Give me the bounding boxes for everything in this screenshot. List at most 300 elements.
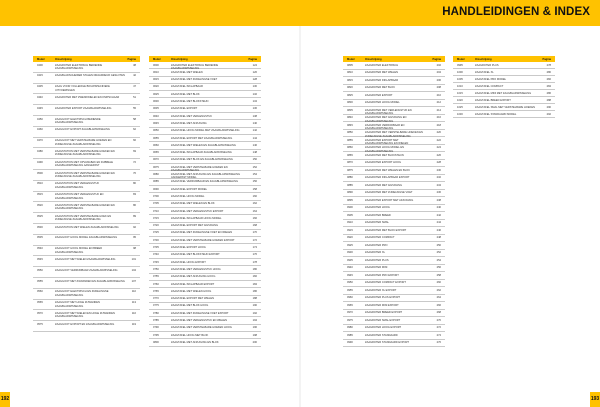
table-row	[33, 127, 140, 138]
table-row	[149, 164, 261, 171]
row-model-code: 1015	[457, 91, 463, 95]
table-row	[453, 69, 555, 76]
row-page-number: 208	[436, 86, 441, 90]
row-description: ZAAGROTER XL	[365, 251, 386, 255]
table-row	[149, 201, 261, 208]
row-model-code: 0710	[153, 209, 159, 213]
table-row	[149, 113, 261, 120]
row-description: ZAAGSTATION MET VERSTELBARE HOEK EN ZIJDELINGSE ZAAGBLADWISSELING	[55, 214, 112, 222]
row-model-code: 0780	[153, 311, 159, 315]
row-description: ZAAGSTATION MET VERLENGSTUK ZAAGBLADWISSELING	[55, 182, 100, 189]
row-model-code: 0630	[153, 100, 159, 104]
table-row	[343, 220, 445, 228]
row-description: ZAAGTAFEL EXPORT MET AFZUIGING	[171, 224, 218, 228]
row-model-code: 0865	[347, 153, 353, 157]
column-header: Pagina	[542, 57, 551, 61]
row-description: ZAAGSTATION MET VERSTELBARE HOEKEN EN ZAAGBLADWISSELING	[55, 203, 115, 211]
row-description: ZAAGGOOT HOOG MODEL ZAAGBLADWISSELING	[55, 236, 118, 240]
row-description: ZAAGSTATION MET VERSTELBARE HOEKEN EN ZIJDELINGSE ZAAGBLADWISSELING	[55, 171, 115, 178]
row-description: ZAAGSTATION MET WIELEN ZAAGBLADWISSELING	[55, 225, 119, 229]
row-description: ZAAGTAFEL INKLAPBAAR ZAAGBLADWISSELING	[171, 151, 232, 155]
table-row	[149, 77, 261, 84]
row-model-code: 0870	[347, 161, 353, 165]
row-model-code: 0735	[153, 246, 159, 250]
row-model-code: 0745	[153, 260, 159, 264]
row-page-number: 113	[131, 301, 136, 305]
row-description: ZAAGROTER HOOG	[365, 206, 390, 210]
table-row	[33, 116, 140, 127]
table-row	[33, 138, 140, 149]
row-model-code: 0855	[347, 138, 353, 142]
row-model-code: 0560	[37, 290, 43, 294]
row-page-number: 254	[436, 258, 441, 262]
table-row	[343, 182, 445, 190]
row-page-number: 194	[252, 318, 257, 322]
row-model-code: 0400	[37, 63, 43, 67]
table-row	[33, 84, 140, 95]
table-row	[149, 106, 261, 113]
row-page-number: 278	[546, 63, 551, 67]
table-row	[453, 83, 555, 90]
row-description: ZAAGROTER STANDAARD EXPORT	[365, 341, 410, 345]
row-model-code: 0825	[347, 93, 353, 97]
row-page-number: 202	[436, 63, 441, 67]
row-page-number: 268	[436, 311, 441, 315]
table-row	[149, 186, 261, 193]
table-row	[343, 62, 445, 70]
row-page-number: 226	[436, 153, 441, 157]
row-description: ZAAGTAFEL MET VERLENGSTUK EXPORT	[171, 209, 224, 213]
row-description: ZAAGTAFEL XL	[475, 70, 494, 74]
table-row	[149, 120, 261, 127]
table-row	[149, 325, 261, 332]
row-page-number: 290	[546, 105, 551, 109]
header-bar	[0, 0, 600, 26]
row-page-number: 204	[436, 71, 441, 75]
row-description: ZAAGROTER MET VERSTELBARE HOEKEN EN ZIJDELINGSE ZAAGBLADWISSELING	[365, 131, 423, 138]
row-page-number: 130	[252, 85, 257, 89]
row-page-number: 244	[436, 221, 441, 225]
row-page-number: 188	[252, 297, 257, 301]
row-model-code: 0805	[347, 63, 353, 67]
row-description: ZAAGGOOT EXPORT ZAAGBLADWISSELING	[55, 128, 110, 132]
row-page-number: 210	[436, 93, 441, 97]
table-row	[343, 70, 445, 78]
row-page-number: 116	[131, 311, 136, 315]
row-page-number: 178	[252, 260, 257, 264]
row-description: ZAAGTAFEL MET BLOKSTEUN	[171, 100, 209, 104]
row-description: ZAAGTAFEL MET BLOKSTEUN EXPORT	[171, 253, 220, 257]
row-description: ZAAGTAFEL EXPORT MODEL	[171, 187, 208, 191]
row-model-code: 0575	[37, 322, 43, 326]
row-model-code: 0690	[153, 187, 159, 191]
row-description: ZAAGGOOT MET ZIJWANDEN EN ZAAGBLADWISSELING	[55, 279, 125, 283]
row-model-code: 0830	[347, 101, 353, 105]
row-model-code: 0510	[37, 182, 43, 186]
row-description: ZAAGTAFEL VERRIJDBAAR EN ZAAGBLADWISSELING	[171, 180, 239, 184]
row-description: ZAAGTAFEL MET AFZUIGING EN BLOK	[171, 340, 219, 344]
page-number-right: 193	[590, 392, 600, 407]
row-model-code: 0765	[153, 289, 159, 293]
table-row	[33, 213, 140, 224]
row-description: ZAAGROTER MET BLOK	[365, 86, 395, 90]
row-model-code: 0610	[153, 70, 159, 74]
column-header: Model	[153, 57, 161, 61]
row-page-number: 69	[133, 149, 136, 153]
row-page-number: 128	[252, 78, 257, 82]
row-model-code: 0515	[37, 193, 43, 197]
row-page-number: 142	[252, 129, 257, 133]
row-page-number: 248	[436, 236, 441, 240]
row-page-number: 212	[436, 101, 441, 105]
row-page-number: 55	[133, 106, 136, 110]
row-model-code: 0750	[153, 267, 159, 271]
row-page-number: 184	[252, 282, 257, 286]
row-model-code: 0500	[37, 171, 43, 175]
table-row	[343, 137, 445, 145]
row-model-code: 0950	[347, 281, 353, 285]
row-page-number: 280	[546, 70, 551, 74]
row-model-code: 1010	[457, 84, 463, 88]
row-page-number: 104	[131, 268, 136, 272]
row-model-code: 0635	[153, 107, 159, 111]
column-header: Omschrijving	[171, 57, 188, 61]
row-model-code: 0740	[153, 253, 159, 257]
row-page-number: 176	[252, 253, 257, 257]
row-model-code: 0840	[347, 116, 353, 120]
row-model-code: 0770	[153, 297, 159, 301]
table-row	[149, 339, 261, 346]
row-page-number: 107	[131, 279, 136, 283]
row-model-code: 0565	[37, 301, 43, 305]
table-row	[343, 167, 445, 175]
row-page-number: 166	[252, 216, 257, 220]
row-model-code: 0450	[37, 117, 43, 121]
table-row	[33, 246, 140, 257]
row-page-number: 140	[252, 121, 257, 125]
column-header: Pagina	[248, 57, 257, 61]
row-model-code: 1025	[457, 105, 463, 109]
row-page-number: 220	[436, 131, 441, 135]
row-description: ZAAGROTER HOOG MODEL EN ZAAGBLADWISSELING	[365, 146, 404, 153]
row-page-number: 172	[252, 238, 257, 242]
row-page-number: 160	[252, 194, 257, 198]
row-description: ZAAGGOOT ELEKTRISCH EN ZIJDELINGSE ZAAGBLADWISSELING	[55, 290, 109, 297]
table-row	[149, 208, 261, 215]
row-model-code: 1000	[457, 70, 463, 74]
row-model-code: 0640	[153, 114, 159, 118]
row-page-number: 132	[252, 92, 257, 96]
table-row	[33, 202, 140, 213]
column-header: Model	[347, 57, 355, 61]
row-page-number: 42	[133, 74, 136, 78]
row-page-number: 83	[133, 193, 136, 197]
column-header: Omschrijving	[475, 57, 492, 61]
row-page-number: 198	[252, 333, 257, 337]
row-model-code: 0810	[347, 71, 353, 75]
row-description: ZAAGROTER PLUS	[365, 258, 389, 262]
row-model-code: 0940	[347, 266, 353, 270]
index-table-2	[149, 56, 261, 347]
table-row	[149, 237, 261, 244]
table-row	[149, 193, 261, 200]
row-model-code: 0975	[347, 318, 353, 322]
row-model-code: 1005	[457, 77, 463, 81]
row-page-number: 228	[436, 161, 441, 165]
row-model-code: 0620	[153, 85, 159, 89]
table-row	[343, 77, 445, 85]
table-row	[33, 224, 140, 235]
table-row	[343, 115, 445, 123]
row-page-number: 162	[252, 202, 257, 206]
row-page-number: 232	[436, 176, 441, 180]
table-row	[149, 303, 261, 310]
table-row	[453, 62, 555, 69]
row-model-code: 0655	[153, 136, 159, 140]
row-model-code: 0970	[347, 311, 353, 315]
table-row	[343, 160, 445, 168]
row-description: ZAAGTAFEL MET VERLENGSTUK HOOG	[171, 267, 221, 271]
row-model-code: 1020	[457, 98, 463, 102]
row-page-number: 250	[436, 243, 441, 247]
row-page-number: 38	[133, 63, 136, 67]
row-page-number: 89	[133, 214, 136, 218]
row-model-code: 0600	[153, 63, 159, 67]
row-description: ZAAGTAFEL INKLAPBAAR HOOG MODEL	[171, 216, 222, 220]
table-row	[343, 310, 445, 318]
row-description: ZAAGROTER BREED EXPORT	[365, 311, 403, 315]
row-model-code: 0775	[153, 304, 159, 308]
index-table-1	[33, 56, 140, 332]
row-page-number: 170	[252, 231, 257, 235]
row-description: ZAAGROTER HOOG MODEL	[365, 101, 400, 105]
table-row	[149, 84, 261, 91]
row-description: ZAAGTAFEL MINI MET ZAAGBLADWISSELING	[475, 91, 532, 95]
row-description: ZAAGTAFEL MET VERSTELBARE HOEKEN EN ZAAGBLADWISSELING	[171, 165, 228, 173]
column-header: Pagina	[127, 57, 136, 61]
row-page-number: 138	[252, 114, 257, 118]
row-model-code: 0645	[153, 121, 159, 125]
row-model-code: 0550	[37, 268, 43, 272]
row-page-number: 47	[133, 85, 136, 89]
row-page-number: 264	[436, 296, 441, 300]
row-description: ZAAGSTATION MET OPVANGBAK EN DUBBELE ZAAGBLADWISSELING AANGEPAST	[55, 160, 114, 168]
row-description: ZAAG VOOR VOLLEDIGE BOUWSPECIFIEKE UITVOERINGEN	[55, 85, 110, 92]
row-page-number: 156	[252, 180, 257, 184]
table-row	[149, 128, 261, 135]
row-page-number: 158	[252, 187, 257, 191]
row-page-number: 168	[252, 224, 257, 228]
row-page-number: 292	[546, 112, 551, 116]
row-page-number: 258	[436, 273, 441, 277]
row-page-number: 282	[546, 77, 551, 81]
row-description: ZAAGROTER MET WIELEN	[365, 71, 398, 75]
row-description: ZAAGTAFEL MET AFZUIGING EN ZAAGBLADWISSELING AANGEPAST MODEL	[171, 173, 240, 180]
row-page-number: 246	[436, 228, 441, 232]
row-description: ZAAGROTER ELEKTRISCH	[365, 63, 399, 67]
row-page-number: 80	[133, 182, 136, 186]
row-page-number: 110	[131, 290, 136, 294]
table-row	[33, 94, 140, 105]
row-page-number: 126	[252, 70, 257, 74]
table-row	[343, 122, 445, 130]
index-table-3	[343, 56, 445, 347]
row-page-number: 222	[436, 138, 441, 142]
row-description: ZAAGROTER BREED	[365, 213, 391, 217]
table-row	[343, 152, 445, 160]
row-description: ZAAGTAFEL SMAL MET VERSTELBARE HOEKEN	[475, 105, 535, 109]
row-model-code: 0945	[347, 273, 353, 277]
row-description: ZAAGROTER SMAL	[365, 221, 389, 225]
table-row	[453, 76, 555, 83]
row-model-code: 0700	[153, 194, 159, 198]
row-page-number: 144	[252, 136, 257, 140]
row-model-code: 0845	[347, 123, 353, 127]
row-model-code: 0535	[37, 236, 43, 240]
row-page-number: 218	[436, 123, 441, 127]
row-page-number: 190	[252, 304, 257, 308]
spread-divider	[299, 26, 301, 407]
table-row	[453, 97, 555, 104]
row-description: ZAAGTAFEL MET WIELEN EN BLOK	[171, 202, 215, 206]
table-row	[343, 205, 445, 213]
table-row	[343, 287, 445, 295]
table-row	[343, 295, 445, 303]
row-model-code: 0670	[153, 158, 159, 162]
table-row	[149, 157, 261, 164]
row-model-code: 0715	[153, 216, 159, 220]
row-model-code: 0545	[37, 257, 43, 261]
row-model-code: 0480	[37, 149, 43, 153]
page-title: HANDLEIDINGEN & INDEX	[442, 6, 590, 18]
row-description: ZAAGROTER VERRIJDBAAR EN ZAAGBLADWISSELING	[365, 123, 405, 130]
row-page-number: 76	[133, 171, 136, 175]
row-page-number: 66	[133, 139, 136, 143]
table-row	[149, 215, 261, 222]
row-description: ZAAGSTATION MET VERLENGSTUK EN ZAAGBLADWISSELING	[55, 193, 104, 200]
row-model-code: 0660	[153, 143, 159, 147]
row-description: ZAAGTAFEL HOOG MET BLOK	[171, 333, 209, 337]
row-description: ZAAGTAFEL MET BLOK HOOG	[171, 304, 209, 308]
row-page-number: 238	[436, 198, 441, 202]
row-page-number: 92	[133, 225, 136, 229]
row-page-number: 182	[252, 275, 257, 279]
column-header: Omschrijving	[365, 57, 382, 61]
row-description: ZAAGROTER ELEKTRISCH BEDIENDE ZAAGBLADWISSELING	[55, 63, 103, 70]
row-description: ZAAGTAFEL INKLAPBAAR EXPORT	[171, 282, 215, 286]
row-description: ZAAGTAFEL EXPORT MET WIELEN	[171, 297, 214, 301]
row-description: ZAAGTAFEL EXPORT	[171, 107, 198, 111]
table-row	[33, 321, 140, 332]
table-row	[149, 69, 261, 76]
row-description: ZAAGROTER COMPACT EXPORT	[365, 281, 406, 285]
row-page-number: 260	[436, 281, 441, 285]
table-row	[149, 317, 261, 324]
table-row	[33, 62, 140, 73]
row-page-number: 236	[436, 191, 441, 195]
row-model-code: 0470	[37, 139, 43, 143]
table-row	[343, 92, 445, 100]
row-model-code: 0985	[347, 333, 353, 337]
row-page-number: 98	[133, 247, 136, 251]
table-row	[33, 278, 140, 289]
table-row	[149, 91, 261, 98]
row-model-code: 0905	[347, 213, 353, 217]
row-model-code: 0885	[347, 183, 353, 187]
row-description: ZAAGROTER INKLAPBAAR EXPORT	[365, 176, 410, 180]
row-model-code: 0555	[37, 279, 43, 283]
table-row	[33, 148, 140, 159]
row-model-code: 0440	[37, 95, 43, 99]
row-model-code: 0705	[153, 202, 159, 206]
row-page-number: 119	[131, 322, 136, 326]
table-row	[149, 274, 261, 281]
table-row	[149, 150, 261, 157]
row-model-code: 0965	[347, 303, 353, 307]
row-model-code: 0900	[347, 206, 353, 210]
table-row	[33, 300, 140, 311]
row-description: ZAAGROTER MINI	[365, 266, 388, 270]
row-page-number: 146	[252, 143, 257, 147]
row-description: ZAAGTAFEL HOOG EXPORT	[171, 260, 206, 264]
row-model-code: 0540	[37, 247, 43, 251]
row-description: ZAAGTAFEL EXPORT MET ZAAGBLADWISSELING	[171, 136, 233, 140]
row-description: ZAAGROTER MET ZIJDELINGSE VOET	[365, 191, 413, 195]
row-page-number: 274	[436, 333, 441, 337]
row-model-code: 0720	[153, 224, 159, 228]
table-row	[343, 145, 445, 153]
row-model-code: 0685	[153, 180, 159, 184]
row-page-number: 150	[252, 158, 257, 162]
row-page-number: 124	[252, 63, 257, 67]
row-model-code: 0415	[37, 74, 43, 78]
row-description: ZAAGGOOT MET WIELEN ZAAGBLADWISSELING	[55, 257, 116, 261]
row-page-number: 266	[436, 303, 441, 307]
table-row	[453, 104, 555, 111]
row-description: ZAAGGOOT EXPORT EN ZAAGBLADWISSELING	[55, 322, 115, 326]
row-model-code: 1030	[457, 112, 463, 116]
row-page-number: 230	[436, 168, 441, 172]
row-description: ZAAGROTER MET WIELEN EN BLOK	[365, 168, 410, 172]
row-model-code: 0755	[153, 275, 159, 279]
row-model-code: 0880	[347, 176, 353, 180]
row-description: ZAAGGOOT VERRIJDBAAR ZAAGBLADWISSELING	[55, 268, 118, 272]
table-row	[33, 192, 140, 203]
table-row	[33, 235, 140, 246]
row-description: ZAAGROTER SMAL EXPORT	[365, 318, 401, 322]
row-description: ZAAGROTER STANDAARD	[365, 333, 398, 337]
row-model-code: 0980	[347, 326, 353, 330]
table-row	[149, 230, 261, 237]
row-description: ZAAGROTER MET VERLENGSTUK EN ZAAGBLADWISSELING	[365, 108, 412, 115]
row-model-code: 0795	[153, 333, 159, 337]
table-row	[33, 73, 140, 84]
table-row	[149, 332, 261, 339]
row-page-number: 272	[436, 326, 441, 330]
column-header: Omschrijving	[55, 57, 72, 61]
row-page-number: 270	[436, 318, 441, 322]
table-row	[453, 90, 555, 97]
table-row	[149, 259, 261, 266]
row-description: ZAAGSTATION MET VERSTELBARE HOEKEN EN ZIJDELINGSE ZAAGBLADWISSELING	[55, 149, 115, 157]
row-model-code: 0820	[347, 86, 353, 90]
row-model-code: 0910	[347, 221, 353, 225]
row-model-code: 0955	[347, 288, 353, 292]
column-header: Pagina	[432, 57, 441, 61]
row-page-number: 240	[436, 206, 441, 210]
row-description: ZAAGROTER XL EXPORT	[365, 288, 397, 292]
row-model-code: 0990	[347, 341, 353, 345]
